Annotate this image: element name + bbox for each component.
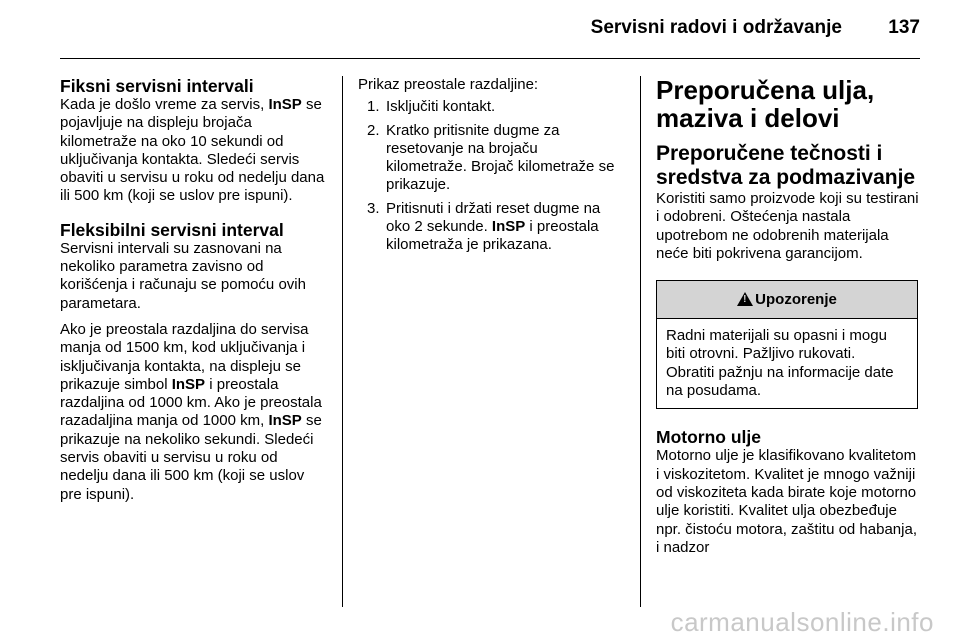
fixed-service-paragraph — [60, 96, 326, 206]
step-text: Isključiti kontakt. — [386, 98, 496, 116]
column-3 — [656, 76, 922, 565]
flexible-service-paragraph-2 — [60, 321, 326, 504]
steps-list — [358, 98, 622, 254]
warning-text-1: Radni materijali su opasni i mogu biti otrovni. Pažljivo rukovati. — [666, 327, 887, 363]
list-item — [358, 122, 622, 195]
step-text: Pritisnuti i držati reset dugme na oko 2 sekunde. — [386, 199, 601, 236]
fixed-service-heading: Fiksni servisni intervali — [60, 76, 254, 96]
text-span: Ako je preostala razdaljina do servisa manja od 1500 km, kod uključivanja i isključivanja kontakta, na displeju se prikazuje simbol — [60, 320, 309, 393]
running-title: Servisni radovi i održavanje — [590, 17, 842, 38]
step-number: 3. — [367, 199, 380, 217]
text-span: Kada je došlo vreme za servis, — [60, 96, 269, 113]
insp-symbol: InSP — [171, 375, 206, 393]
flexible-service-heading: Fleksibilni servisni interval — [60, 219, 284, 240]
page-header — [0, 0, 960, 60]
flexible-service-paragraph-1: Servisni intervali su zasnovani na nekoliko parametra zavisno od korišćenja i računaju se pomoću ovih parametara. — [60, 239, 306, 312]
list-item — [358, 98, 622, 116]
list-item — [358, 200, 622, 255]
engine-oil-heading: Motorno ulje — [656, 427, 761, 448]
step-number: 1. — [367, 98, 380, 116]
warning-title: Upozorenje — [755, 290, 837, 308]
subsection-heading: Preporučene tečnosti i sredstva za podmazivanje — [656, 142, 916, 189]
column-1 — [60, 76, 326, 512]
fluids-paragraph: Koristiti samo proizvode koji su testirani i odobreni. Oštećenja nastala upotrebom ne odobrenih materijala neće biti pokrivena garancijom. — [656, 190, 919, 262]
insp-symbol: InSP — [491, 218, 526, 236]
insp-symbol: InSP — [268, 96, 302, 113]
warning-box — [656, 280, 918, 409]
text-span: i preostala razdaljina od 1000 km. Ako je preostala razadaljina manja od 1000 km, — [60, 375, 322, 430]
watermark: carmanualsonline.info — [670, 607, 934, 637]
column-divider-1 — [342, 76, 343, 607]
warning-body — [657, 319, 917, 408]
text-span: se prikazuje na nekoliko sekundi. Sledeći servis obaviti u servisu u roku od nedelju dana ili 500 km (koji se uslov pre ispuni). — [60, 412, 322, 503]
engine-oil-paragraph: Motorno ulje je klasifikovano kvalitetom i viskozitetom. Kvalitet je mnogo važniji od viskoziteta kada birate koje motorno ulje koristiti. Kvalitet ulja obezbeđuje npr. čistoću motora, zaštitu od habanja, i nadzor — [656, 447, 917, 556]
step-text: Kratko pritisnite dugme za resetovanje na brojaču kilometraže. Brojač kilometraže se prikazuje. — [386, 121, 615, 194]
remaining-distance-intro: Prikaz preostale razdaljine: — [358, 76, 539, 93]
step-number: 2. — [367, 121, 380, 139]
warning-triangle-icon — [737, 292, 753, 306]
warning-header — [657, 281, 917, 319]
step-text: i preostala kilometraža je prikazana. — [386, 218, 599, 254]
text-span: se pojavljuje na displeju brojača kilometraže na oko 10 sekundi od uključivanja kontakta. Sledeći servis obaviti u servisu u roku od nedelju dana ili 500 km (koji se uslov pre ispuni). — [60, 96, 325, 205]
warning-text-2: Obratiti pažnju na informacije date na posudama. — [666, 363, 894, 400]
section-heading: Preporučena ulja, maziva i delovi — [656, 75, 875, 133]
column-2 — [358, 76, 622, 260]
page-number: 137 — [888, 17, 920, 38]
header-rule — [60, 58, 920, 59]
column-divider-2 — [640, 76, 641, 607]
insp-symbol: InSP — [268, 412, 302, 430]
